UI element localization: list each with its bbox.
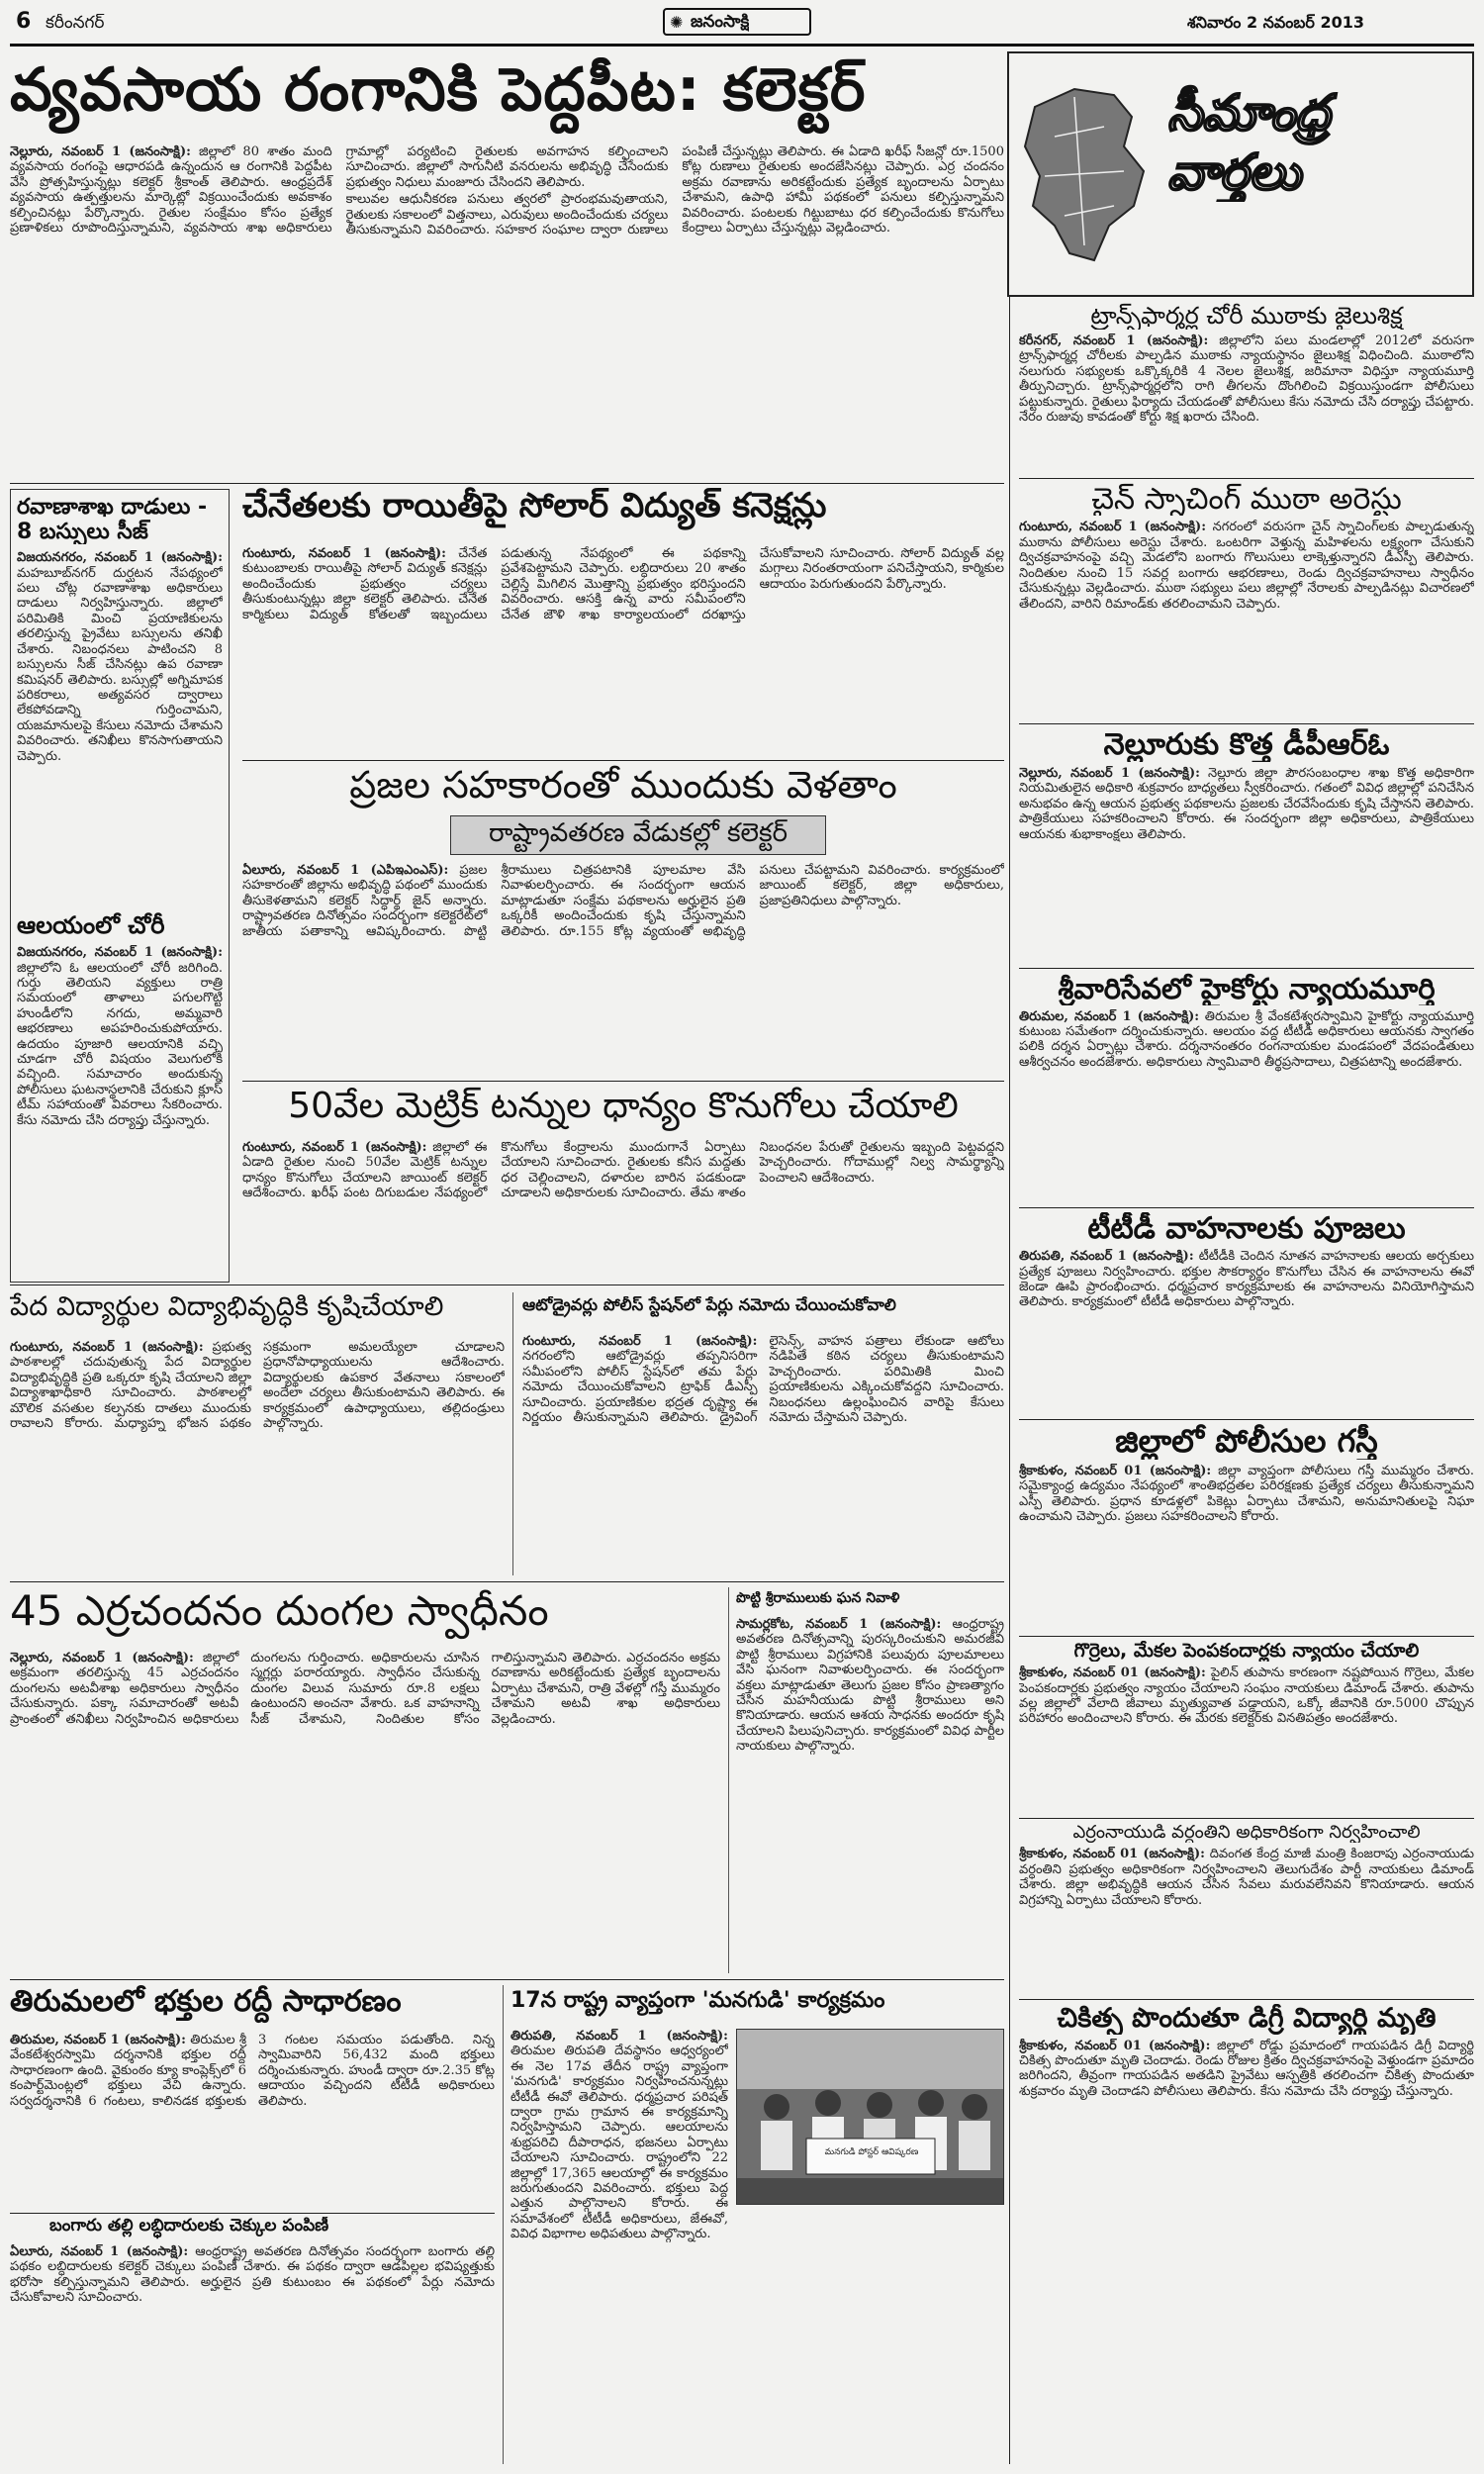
education-body xyxy=(10,1340,505,1575)
main-story-body xyxy=(10,144,1004,479)
transformer-theft-text: జిల్లాలోని పలు మండలాల్లో 2012లో వరుసగా ట్రాన్స్‌ఫార్మర్ల చోరీలకు పాల్పడిన ముఠాకు న్యాయస్థానం జైలుశిక్ష విధించింది. ముఠాలోని నలుగురు సభ్యులకు ఒక్కొక్కరికి 4 నెలల జైలుశిక్ష, జరిమానా విధిస్తూ న్యాయమూర్తి తీర్పునిచ్చారు. ట్రాన్స్‌ఫార్మర్లలోని రాగి తీగలను దొంగిలించి విక్రయిస్తుండగా పోలీసులు పట్టుకున్నారు. రైతులు ఫిర్యాదు చేయడంతో పోలీసులు కేసు నమోదు చేసి దర్యాప్తు చేపట్టారు. నేరం రుజువు కావడంతో కోర్టు శిక్ష ఖరారు చేసింది. xyxy=(1019,333,1474,425)
issue-date: శనివారం 2 నవంబర్ 2013 xyxy=(1187,14,1364,32)
sheep-rearers-headline: గొర్రెలు, మేకల పెంపకందార్లకు న్యాయం చేయాలి xyxy=(1073,1640,1420,1662)
main-story-dateline: నెల్లూరు, నవంబర్ 1 (జనంసాక్షి): xyxy=(10,144,191,159)
solar-rule xyxy=(242,760,1004,761)
solar-headline: చేనేతలకు రాయితీపై సోలార్ విద్యుత్ కనెక్షన్లు xyxy=(242,487,827,525)
judge-visit-text: తిరుమల శ్రీ వేంకటేశ్వరస్వామిని హైకోర్టు న్యాయమూర్తి కుటుంబ సమేతంగా దర్శించుకున్నారు. ఆలయం వద్ద టీటీడీ అధికారులు ఆయనకు స్వాగతం పలికి దర్శన ఏర్పాట్లు చేశారు. దర్శనానంతరం రంగనాయకుల మండపంలో వేదపండితులు ఆశీర్వచనం అందజేశారు. అధికారులు స్వామివారి తీర్థప్రసాదాలు, చిత్రపటాన్ని అందజేశారు. xyxy=(1019,1008,1474,1070)
managudi-headline: 17న రాష్ట్ర వ్యాప్తంగా 'మనగుడి' కార్యక్రమం xyxy=(510,1989,885,2013)
ttd-vehicles-text: టీటీడీకి చెందిన నూతన వాహనాలకు ఆలయ అర్చకులు ప్రత్యేక పూజలు నిర్వహించారు. భక్తుల సౌకర్యార్థం కొనుగోలు చేసిన ఈ వాహనాలను ఈవో జెండా ఊపి ప్రారంభించారు. ధర్మప్రచార కార్యక్రమాలకు ఈ వాహనాలను వినియోగిస్తామని తెలిపారు. కార్యక్రమంలో టీటీడీ అధికారులు పాల్గొన్నారు. xyxy=(1019,1249,1474,1310)
grain-text: జిల్లాలో ఈ ఏడాది రైతుల నుంచి 50వేల మెట్రిక్ టన్నుల ధాన్యం కొనుగోలు చేయాలని జాయింట్ కలెక్టర్ ఆదేశించారు. ఖరీఫ్ పంట దిగుబడుల నేపథ్యంలో కొనుగోలు కేంద్రాలను ముందుగానే ఏర్పాటు చేయాలని సూచించారు. రైతులకు కనీస మద్దతు ధర చెల్లించాలని, దళారుల బారిన పడకుండా చూడాలని అధికారులకు సూచించారు. తేమ శాతం నిబంధనల పేరుతో రైతులను ఇబ్బంది పెట్టవద్దని హెచ్చరించారు. గోదాముల్లో నిల్వ సామర్థ్యాన్ని పెంచాలని ఆదేశించారు. xyxy=(242,1140,1004,1201)
cheques-body xyxy=(10,2244,495,2464)
transformer-theft-dateline: కరీనగర్, నవంబర్ 1 (జనంసాక్షి): xyxy=(1019,333,1209,348)
left-column-box xyxy=(10,489,230,1283)
judge-visit-dateline: తిరుమల, నవంబర్ 1 (జనంసాక్షి): xyxy=(1019,1008,1200,1024)
education-auto-divider xyxy=(512,1292,513,1575)
right-column xyxy=(1019,303,1474,2464)
chain-snatching-headline: చైన్ స్నాచింగ్ ముఠా అరెస్టు xyxy=(1091,482,1402,517)
dpro-dateline: నెల్లూరు, నవంబర్ 1 (జనంసాక్షి): xyxy=(1019,766,1200,782)
praja-headline: ప్రజల సహకారంతో ముందుకు వెళతాం xyxy=(349,764,897,807)
cheques-dateline: ఏలూరు, నవంబర్ 1 (జనంసాక్షి): xyxy=(10,2244,189,2259)
managudi-body-left xyxy=(510,2029,728,2464)
grain-body xyxy=(242,1140,1004,1277)
education-headline: పేద విద్యార్థుల విద్యాభివృద్ధికి కృషిచేయాలి xyxy=(10,1292,444,1322)
auto-body xyxy=(522,1334,1004,1575)
cheques-text: ఆంధ్రరాష్ట్ర అవతరణ దినోత్సవం సందర్భంగా బంగారు తల్లి పథకం లబ్ధిదారులకు కలెక్టర్ చెక్కులు పంపిణీ చేశారు. ఈ పథకం ద్వారా ఆడపిల్లల భవిష్యత్తుకు భరోసా కల్పిస్తున్నామని తెలిపారు. అర్హులైన ప్రతి కుటుంబం ఈ పథకంలో పేర్లు నమోదు చేసుకోవాలని సూచించారు. xyxy=(10,2244,495,2306)
sandalwood-dateline: నెల్లూరు, నవంబర్ 1 (జనంసాక్షి): xyxy=(10,1651,194,1665)
police-patrol-dateline: శ్రీకాకుళం, నవంబర్ 01 (జనంసాక్షి): xyxy=(1019,1463,1212,1478)
dpro-body xyxy=(1019,766,1474,964)
education-dateline: గుంటూరు, నవంబర్ 1 (జనంసాక్షి): xyxy=(10,1340,204,1355)
managudi-dateline: తిరుపతి, నవంబర్ 1 (జనంసాక్షి): xyxy=(510,2029,728,2044)
chain-snatching-dateline: గుంటూరు, నవంబర్ 1 (జనంసాక్షి): xyxy=(1019,520,1207,535)
tirumala-text: తిరుమల శ్రీ వేంకటేశ్వరస్వామి దర్శనానికి భక్తుల రద్దీ సాధారణంగా ఉంది. వైకుంఠం క్యూ కాంప్లెక్స్‌లో 6 కంపార్ట్‌మెంట్లలో భక్తులు వేచి ఉన్నారు. సర్వదర్శనానికి 6 గంటలు, కాలినడక భక్తులకు 3 గంటల సమయం పడుతోంది. నిన్న స్వామివారిని 56,432 మంది భక్తులు దర్శించుకున్నారు. హుండీ ద్వారా రూ.2.35 కోట్ల ఆదాయం వచ్చిందని టీటీడీ అధికారులు తెలిపారు. xyxy=(10,2033,495,2109)
right-column-divider xyxy=(1009,297,1010,2464)
group-photo-icon xyxy=(737,2030,1004,2205)
judge-visit-body xyxy=(1019,1009,1474,1203)
tirumala-body xyxy=(10,2033,495,2209)
temple-theft-body xyxy=(17,945,223,1262)
praja-body xyxy=(242,863,1004,1077)
masthead-rule xyxy=(10,44,1474,47)
police-patrol-body xyxy=(1019,1464,1474,1632)
managudi-photo xyxy=(736,2029,1004,2205)
seemandhra-banner xyxy=(1007,51,1474,297)
yerrannaidu-headline: ఎర్రంనాయుడి వర్ధంతిని అధికారికంగా నిర్వహించాలి xyxy=(1072,1823,1421,1844)
managudi-text: తిరుమల తిరుపతి దేవస్థానం ఆధ్వర్యంలో ఈ నెల 17వ తేదీన రాష్ట్ర వ్యాప్తంగా 'మనగుడి' కార్యక్రమం నిర్వహించనున్నట్లు టీటీడీ ఈవో తెలిపారు. ధర్మప్రచార పరిషత్ ద్వారా గ్రామ గ్రామాన ఈ కార్యక్రమాన్ని నిర్వహిస్తామని చెప్పారు. ఆలయాలను శుభ్రపరిచి దీపారాధన, భజనలు ఏర్పాటు చేయాలని సూచించారు. రాష్ట్రంలోని 22 జిల్లాల్లో 17,365 ఆలయాల్లో ఈ కార్యక్రమం జరుగుతుందని వివరించారు. భక్తులు పెద్ద ఎత్తున పాల్గొనాలని కోరారు. ఈ సమావేశంలో టీటీడీ అధికారులు, జేఈవో, వివిధ విభాగాల అధిపతులు పాల్గొన్నారు. xyxy=(510,2044,728,2242)
solar-dateline: గుంటూరు, నవంబర్ 1 (జనంసాక్షి): xyxy=(242,546,446,561)
bus-seize-dateline: విజయనగరం, నవంబర్ 1 (జనంసాక్షి): xyxy=(17,550,223,566)
ttd-vehicles-headline: టీటీడీ వాహనాలకు పూజలు xyxy=(1087,1211,1406,1246)
solar-body xyxy=(242,546,1004,756)
auto-headline: ఆటోడ్రైవర్లు పోలీస్ స్టేషన్‌లో పేర్లు నమోదు చేయించుకోవాలి xyxy=(522,1296,896,1314)
logo-mark-icon: ✺ xyxy=(670,13,684,32)
main-story-rule xyxy=(10,483,1004,484)
bus-seize-headline: రవాణాశాఖ దాడులు - 8 బస్సులు సీజ్ xyxy=(17,496,208,544)
main-headline: వ్యవసాయ రంగానికి పెద్దపీట: కలెక్టర్ xyxy=(10,57,867,125)
dpro-text: నెల్లూరు జిల్లా పౌరసంబంధాల శాఖ కొత్త అధికారిగా నియమితులైన అధికారి శుక్రవారం బాధ్యతలు స్వీకరించారు. గతంలో వివిధ జిల్లాల్లో పనిచేసిన అనుభవం ఉన్న ఆయన ప్రభుత్వ పథకాలను ప్రజలకు చేరవేసేందుకు కృషి చేస్తానని తెలిపారు. పాత్రికేయులు సహకరించాలని కోరారు. ఈ సందర్భంగా జిల్లా అధికారులు, పాత్రికేయులు ఆయనకు శుభాకాంక్షలు తెలిపారు. xyxy=(1019,766,1474,842)
tirumala-headline: తిరుమలలో భక్తుల రద్దీ సాధారణం xyxy=(10,1985,402,2019)
police-patrol-text: జిల్లా వ్యాప్తంగా పోలీసులు గస్తీ ముమ్మరం చేశారు. సమైక్యాంధ్ర ఉద్యమం నేపథ్యంలో శాంతిభద్రతల పరిరక్షణకు ప్రత్యేక చర్యలు తీసుకున్నామని ఎస్పీ తెలిపారు. ప్రధాన కూడళ్లలో పికెట్లు ఏర్పాటు చేశామని, అనుమానితులపై నిఘా ఉంచామని చెప్పారు. ప్రజలు సహకరించాలని కోరారు. xyxy=(1019,1463,1474,1525)
sandalwood-text: జిల్లాలో అక్రమంగా తరలిస్తున్న 45 ఎర్రచందనం దుంగలను అటవీశాఖ అధికారులు స్వాధీనం చేసుకున్నారు. పక్కా సమాచారంతో అటవీ ప్రాంతంలో తనిఖీలు నిర్వహించిన అధికారులు దుంగలను గుర్తించారు. అధికారులను చూసిన స్మగ్లర్లు పరారయ్యారు. స్వాధీనం చేసుకున్న దుంగల విలువ సుమారు రూ.8 లక్షలు ఉంటుందని అంచనా వేశారు. ఒక వాహనాన్ని సీజ్ చేశామని, నిందితుల కోసం గాలిస్తున్నామని తెలిపారు. ఎర్రచందనం అక్రమ రవాణాను అరికట్టేందుకు ప్రత్యేక బృందాలను ఏర్పాటు చేశామని, రాత్రి వేళల్లో గస్తీ ముమ్మరం చేశామని అటవీ శాఖ అధికారులు వెల్లడించారు. xyxy=(10,1651,720,1727)
paper-logo xyxy=(663,8,811,36)
potti-dateline: సామర్లకోట, నవంబర్ 1 (జనంసాక్షి): xyxy=(736,1617,942,1632)
transformer-theft-headline: ట్రాన్స్‌ఫార్మర్ల చోరీ ముఠాకు జైలుశిక్ష xyxy=(1090,303,1403,330)
section-name: కరీంనగర్ xyxy=(46,14,105,33)
paper-name: జనంసాక్షి xyxy=(691,13,750,32)
bus-seize-text: మహబూబ్‌నగర్ దుర్ఘటన నేపథ్యంలో పలు చోట్ల రవాణాశాఖ అధికారులు దాడులు నిర్వహిస్తున్నారు. జిల్లాలో పరిమితికి మించి ప్రయాణికులను తరలిస్తున్న ప్రైవేటు బస్సులను తనిఖీ చేశారు. నిబంధనలు పాటించని 8 బస్సులను సీజ్ చేసినట్లు ఉప రవాణా కమిషనర్ తెలిపారు. బస్సుల్లో అగ్నిమాపక పరికరాలు, అత్యవసర ద్వారాలు లేకపోవడాన్ని గుర్తించామని, యజమానులపై కేసులు నమోదు చేశామని వివరించారు. తనిఖీలు కొనసాగుతాయని చెప్పారు. xyxy=(17,565,223,764)
temple-theft-dateline: విజయనగరం, నవంబర్ 1 (జనంసాక్షి): xyxy=(17,945,223,961)
yerrannaidu-text: దివంగత కేంద్ర మాజీ మంత్రి కింజరాపు ఎర్రంనాయుడు వర్ధంతిని ప్రభుత్వం అధికారికంగా నిర్వహించాలని తెలుగుదేశం పార్టీ నాయకులు డిమాండ్ చేశారు. జిల్లా అభివృద్ధికి ఆయన చేసిన సేవలు మరువలేనివని కొనియాడారు. ఆయన విగ్రహాన్ని ఏర్పాటు చేయాలని కోరారు. xyxy=(1019,1847,1474,1908)
dpro-headline: నెల్లూరుకు కొత్త డీపీఆర్‌ఓ xyxy=(1103,728,1390,763)
potti-headline: పొట్టి శ్రీరాములుకు ఘన నివాళి xyxy=(736,1591,900,1606)
judge-visit-headline: శ్రీవారిసేవలో హైకోర్టు న్యాయమూర్తి xyxy=(1058,973,1436,1005)
auto-rule xyxy=(10,1581,1004,1582)
yerrannaidu-body xyxy=(1019,1847,1474,1995)
solar-text: చేనేత కుటుంబాలకు రాయితీపై సోలార్ విద్యుత్ కనెక్షన్లు అందించేందుకు ప్రభుత్వం చర్యలు తీసుకుంటున్నట్లు జిల్లా కలెక్టర్ తెలిపారు. చేనేత కార్మికులు విద్యుత్ కోతలతో ఇబ్బందులు పడుతున్న నేపథ్యంలో ఈ పథకాన్ని ప్రవేశపెట్టామని చెప్పారు. లబ్ధిదారులు 20 శాతం చెల్లిస్తే మిగిలిన మొత్తాన్ని ప్రభుత్వం భరిస్తుందని వివరించారు. ఆసక్తి ఉన్న వారు సమీపంలోని చేనేత జౌళి శాఖ కార్యాలయంలో దరఖాస్తు చేసుకోవాలని సూచించారు. సోలార్ విద్యుత్ వల్ల మగ్గాలు నిరంతరాయంగా పనిచేస్తాయని, కార్మికుల ఆదాయం పెరుగుతుందని పేర్కొన్నారు. xyxy=(242,546,1004,622)
tirumala-managudi-divider xyxy=(503,1985,504,2464)
education-text: ప్రభుత్వ పాఠశాలల్లో చదువుతున్న పేద విద్యార్థుల విద్యాభివృద్ధికి ప్రతి ఒక్కరూ కృషి చేయాలని జిల్లా విద్యాశాఖాధికారి సూచించారు. పాఠశాలల్లో మౌలిక వసతుల కల్పనకు దాతలు ముందుకు రావాలని కోరారు. మధ్యాహ్న భోజన పథకం సక్రమంగా అమలయ్యేలా చూడాలని ప్రధానోపాధ్యాయులను ఆదేశించారు. విద్యార్థులకు ఉపకార వేతనాలు సకాలంలో అందేలా చర్యలు తీసుకుంటామని తెలిపారు. ఈ కార్యక్రమంలో ఉపాధ్యాయులు, తల్లిదండ్రులు పాల్గొన్నారు. xyxy=(10,1340,505,1432)
sandalwood-body xyxy=(10,1651,720,1973)
andhra-map-icon xyxy=(1015,77,1163,275)
ttd-vehicles-dateline: తిరుపతి, నవంబర్ 1 (జనంసాక్షి): xyxy=(1019,1249,1194,1265)
transformer-theft-body xyxy=(1019,333,1474,474)
praja-subhead: రాష్ట్రావతరణ వేడుకల్లో కలెక్టర్ xyxy=(450,815,826,855)
sandalwood-rule xyxy=(10,1979,1004,1980)
student-death-headline: చికిత్స పొందుతూ డిగ్రీ విద్యార్థి మృతి xyxy=(1057,2004,1437,2035)
ttd-vehicles-body xyxy=(1019,1249,1474,1415)
sandalwood-potti-divider xyxy=(728,1587,729,1973)
main-story-para-2: కాలువల ఆధునీకరణ పనులు త్వరలో ప్రారంభమవుతాయని, రైతులకు సకాలంలో విత్తనాలు, ఎరువులు అందించేందుకు చర్యలు తీసుకున్నామని వివరించారు. సహకార సంఘాల ద్వారా రుణాలు పంపిణీ చేస్తున్నట్లు తెలిపారు. ఈ ఏడాది ఖరీఫ్ సీజన్లో రూ.1500 కోట్ల రుణాలు రైతులకు అందజేసినట్లు చెప్పారు. ఎర్ర చందనం అక్రమ రవాణాను అరికట్టేందుకు ప్రత్యేక బృందాలను ఏర్పాటు చేశామని, ఉపాధి హామీ పథకంలో పనులు కల్పిస్తున్నామని వివరించారు. పంటలకు గిట్టుబాటు ధర కల్పించేందుకు కొనుగోలు కేంద్రాలు ఏర్పాటు చేస్తున్నట్లు వెల్లడించారు. xyxy=(345,144,1004,238)
praja-rule xyxy=(242,1081,1004,1082)
yerrannaidu-dateline: శ్రీకాకుళం, నవంబర్ 01 (జనంసాక్షి): xyxy=(1019,1847,1205,1862)
grain-headline: 50వేల మెట్రిక్ టన్నుల ధాన్యం కొనుగోలు చేయాలి xyxy=(288,1087,959,1126)
sheep-rearers-text: పైలిన్ తుపాను కారణంగా నష్టపోయిన గొర్రెలు, మేకల పెంపకందార్లకు ప్రభుత్వం న్యాయం చేయాలని సంఘం నాయకులు డిమాండ్ చేశారు. తుపాను వల్ల జిల్లాలో వేలాది జీవాలు మృత్యువాత పడ్డాయని, ఒక్కో జీవానికి రూ.5000 చొప్పున పరిహారం అందించాలని కోరారు. ఈ మేరకు కలెక్టర్‌కు వినతిపత్రం అందజేశారు. xyxy=(1019,1665,1474,1727)
tirumala-rule xyxy=(10,2213,495,2214)
temple-theft-headline: ఆలయంలో చోరీ xyxy=(17,912,165,940)
sandalwood-headline: 45 ఎర్రచందనం దుంగల స్వాధీనం xyxy=(10,1587,549,1635)
seemandhra-banner-title: సీమాంధ్ర వార్తలు xyxy=(1167,84,1331,201)
praja-text: ప్రజల సహకారంతో జిల్లాను అభివృద్ధి పథంలో ముందుకు తీసుకెళతామని కలెక్టర్ సిద్ధార్థ్ జైన్ అన్నారు. రాష్ట్రావతరణ దినోత్సవం సందర్భంగా కలెక్టరేట్‌లో జాతీయ పతాకాన్ని ఆవిష్కరించారు. పొట్టి శ్రీరాములు చిత్రపటానికి పూలమాల వేసి నివాళులర్పించారు. ఈ సందర్భంగా ఆయన మాట్లాడుతూ సంక్షేమ పథకాలను అర్హులైన ప్రతి ఒక్కరికీ అందించేందుకు కృషి చేస్తున్నామని తెలిపారు. రూ.155 కోట్ల వ్యయంతో అభివృద్ధి పనులు చేపట్టామని వివరించారు. కార్యక్రమంలో జాయింట్ కలెక్టర్, జిల్లా అధికారులు, ప్రజాప్రతినిధులు పాల్గొన్నారు. xyxy=(242,863,1004,939)
cheques-headline: బంగారు తల్లి లబ్ధిదారులకు చెక్కుల పంపిణీ xyxy=(49,2217,329,2236)
auto-dateline: గుంటూరు, నవంబర్ 1 (జనంసాక్షి): xyxy=(522,1334,758,1349)
student-death-text: జిల్లాలో రోడ్డు ప్రమాదంలో గాయపడిన డిగ్రీ విద్యార్థి చికిత్స పొందుతూ మృతి చెందాడు. రెండు రోజుల క్రితం ద్విచక్రవాహనంపై వెళ్తుండగా ప్రమాదం జరిగిందని, తీవ్రంగా గాయపడిన అతడిని ప్రైవేటు ఆస్పత్రికి తరలించగా చికిత్స పొందుతూ శుక్రవారం మృతి చెందాడని పోలీసులు తెలిపారు. కేసు నమోదు చేసి దర్యాప్తు చేస్తున్నారు. xyxy=(1019,2038,1474,2099)
bus-seize-body xyxy=(17,550,223,906)
potti-text: ఆంధ్రరాష్ట్ర అవతరణ దినోత్సవాన్ని పురస్కరించుకుని అమరజీవి పొట్టి శ్రీరాములు విగ్రహానికి పలువురు పూలమాలలు వేసి ఘనంగా నివాళులర్పించారు. ఈ సందర్భంగా వక్తలు మాట్లాడుతూ తెలుగు ప్రజల కోసం ప్రాణత్యాగం చేసిన మహనీయుడు పొట్టి శ్రీరాములు అని కొనియాడారు. ఆయన ఆశయ సాధనకు అందరూ కృషి చేయాలని పిలుపునిచ్చారు. కార్యక్రమంలో వివిధ పార్టీల నాయకులు పాల్గొన్నారు. xyxy=(736,1617,1004,1755)
potti-body xyxy=(736,1617,1004,1973)
chain-snatching-text: నగరంలో వరుసగా చైన్ స్నాచింగ్‌లకు పాల్పడుతున్న ముఠాను పోలీసులు అరెస్టు చేశారు. ఒంటరిగా వెళ్తున్న మహిళలను లక్ష్యంగా చేసుకుని ద్విచక్రవాహనంపై వచ్చి మెడలోని బంగారు గొలుసులు లాక్కెళ్తున్నారని డీఎస్పీ తెలిపారు. నిందితుల నుంచి 15 సవర్ల బంగారు ఆభరణాలు, రెండు ద్విచక్రవాహనాలు స్వాధీనం చేసుకున్నట్లు వెల్లడించారు. ముఠా సభ్యులు పలు జిల్లాల్లో నేరాలకు పాల్పడినట్లు విచారణలో తేలిందని, వారిని రిమాండ్‌కు తరలించామని చెప్పారు. xyxy=(1019,520,1474,612)
tirumala-dateline: తిరుమల, నవంబర్ 1 (జనంసాక్షి): xyxy=(10,2033,186,2047)
main-story-para-1: జిల్లాలో 80 శాతం మంది వ్యవసాయ రంగంపై ఆధారపడి ఉన్నందున ఆ రంగానికి పెద్దపీట వేసి ప్రోత్సహిస్తున్నట్లు కలెక్టర్ శ్రీకాంత్ తెలిపారు. ఆంధ్రప్రదేశ్ వ్యవసాయ ఉత్పత్తులను మార్కెట్లో విక్రయించేందుకు అవకాశం కల్పించినట్లు పేర్కొన్నారు. రైతుల సంక్షేమం కోసం ప్రత్యేక ప్రణాళికలు రూపొందిస్తున్నామని, వ్యవసాయ శాఖ అధికారులు గ్రామాల్లో పర్యటించి రైతులకు అవగాహన కల్పించాలని సూచించారు. జిల్లాలో సాగునీటి వనరులను అభివృద్ధి చేసేందుకు ప్రభుత్వం నిధులు మంజూరు చేసిందని తెలిపారు. xyxy=(10,144,669,237)
auto-text: నగరంలోని ఆటోడ్రైవర్లు తప్పనిసరిగా సమీపంలోని పోలీస్ స్టేషన్‌లో తమ పేర్లు నమోదు చేయించుకోవాలని ట్రాఫిక్ డీఎస్పీ సూచించారు. ప్రయాణికుల భద్రత దృష్ట్యా ఈ నిర్ణయం తీసుకున్నామని తెలిపారు. డ్రైవింగ్ లైసెన్స్, వాహన పత్రాలు లేకుండా ఆటోలు నడిపితే కఠిన చర్యలు తీసుకుంటామని హెచ్చరించారు. పరిమితికి మించి ప్రయాణికులను ఎక్కించుకోవద్దని సూచించారు. నిబంధనలు ఉల్లంఘించిన వారిపై కేసులు నమోదు చేస్తామని చెప్పారు. xyxy=(522,1334,1004,1426)
masthead xyxy=(10,6,1474,40)
temple-theft-text: జిల్లాలోని ఓ ఆలయంలో చోరీ జరిగింది. గుర్తు తెలియని వ్యక్తులు రాత్రి సమయంలో తాళాలు పగులగొట్టి హుండీలోని నగదు, అమ్మవారి ఆభరణాలు అపహరించుకుపోయారు. ఉదయం పూజారి ఆలయానికి వచ్చి చూడగా చోరీ విషయం వెలుగులోకి వచ్చింది. సమాచారం అందుకున్న పోలీసులు ఘటనాస్థలానికి చేరుకుని క్లూస్ టీమ్ సహాయంతో వివరాలు సేకరించారు. కేసు నమోదు చేసి దర్యాప్తు చేస్తున్నారు. xyxy=(17,960,223,1128)
grain-dateline: గుంటూరు, నవంబర్ 1 (జనంసాక్షి): xyxy=(242,1140,427,1155)
police-patrol-headline: జిల్లాలో పోలీసుల గస్తీ xyxy=(1115,1424,1378,1460)
student-death-dateline: శ్రీకాకుళం, నవంబర్ 01 (జనంసాక్షి): xyxy=(1019,2038,1211,2053)
sheep-rearers-body xyxy=(1019,1665,1474,1814)
managudi-photo-label: మనగుడి పోస్టర్ ఆవిష్కరణ xyxy=(824,2147,919,2157)
praja-dateline: ఏలూరు, నవంబర్ 1 (ఎపిఇఎంఎస్): xyxy=(242,863,449,878)
sheep-rearers-dateline: శ్రీకాకుళం, నవంబర్ 01 (జనంసాక్షి): xyxy=(1019,1665,1206,1681)
chain-snatching-body xyxy=(1019,520,1474,719)
page-number: 6 xyxy=(16,10,32,34)
student-death-body xyxy=(1019,2039,1474,2177)
